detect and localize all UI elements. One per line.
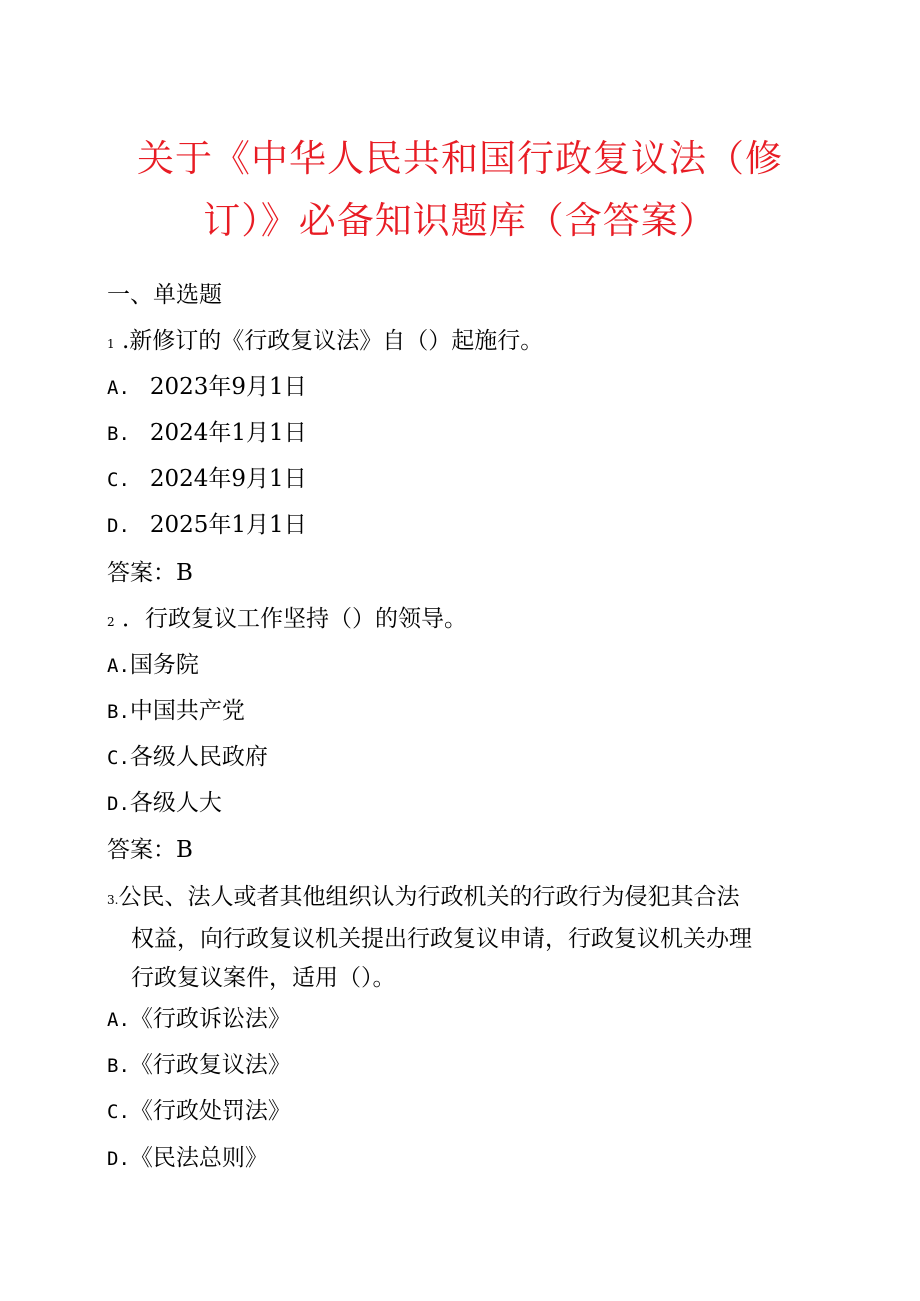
title-line-2: 订）》必备知识题库（含答案） xyxy=(203,199,717,242)
option-letter: D. xyxy=(107,1148,130,1170)
option-b xyxy=(107,418,307,449)
question-line-1 xyxy=(107,884,739,910)
option-text: 《行政复议法》 xyxy=(129,1052,291,1078)
option-a xyxy=(107,650,199,681)
option-letter: A. xyxy=(107,655,130,677)
option-text: 2024年9月1日 xyxy=(149,466,307,492)
option-text: 中国共产党 xyxy=(129,698,245,724)
option-c xyxy=(107,1096,291,1127)
option-letter: D. xyxy=(107,793,130,815)
question-1 xyxy=(107,326,543,359)
option-text: 各级人民政府 xyxy=(129,744,268,770)
option-b xyxy=(107,696,245,727)
option-letter: D. xyxy=(107,515,130,537)
option-letter: C. xyxy=(107,747,130,769)
document-title xyxy=(100,128,820,252)
answer-1: 答案：B xyxy=(107,560,193,586)
option-letter: C. xyxy=(107,1101,130,1123)
option-d xyxy=(107,788,222,819)
option-d xyxy=(107,1143,268,1174)
title-line-1: 关于《中华人民共和国行政复议法（修 xyxy=(137,137,783,180)
option-text: 《民法总则》 xyxy=(129,1145,268,1171)
option-letter: A. xyxy=(107,377,130,399)
question-3 xyxy=(107,878,807,998)
question-text: 公民、法人或者其他组织认为行政机关的行政行为侵犯其合法 xyxy=(118,884,740,910)
question-2 xyxy=(107,604,467,637)
option-d xyxy=(107,510,307,541)
option-letter: B. xyxy=(107,1055,130,1077)
question-number: 1 xyxy=(107,337,115,351)
question-number: 3. xyxy=(107,893,119,907)
question-text: .新修订的《行政复议法》自（）起施行。 xyxy=(121,328,544,354)
option-c xyxy=(107,742,268,773)
option-a xyxy=(107,372,307,403)
option-letter: C. xyxy=(107,469,130,491)
section-heading: 一、单选题 xyxy=(107,282,222,308)
option-letter: B. xyxy=(107,701,130,723)
option-text: 各级人大 xyxy=(129,790,222,816)
option-b xyxy=(107,1050,291,1081)
option-letter: A. xyxy=(107,1009,130,1031)
option-text: 《行政处罚法》 xyxy=(129,1098,291,1124)
option-text: 2023年9月1日 xyxy=(149,374,307,400)
option-text: 2024年1月1日 xyxy=(149,420,307,446)
question-number: 2 xyxy=(107,615,115,629)
option-text: 《行政诉讼法》 xyxy=(129,1006,291,1032)
answer-2: 答案：B xyxy=(107,837,193,863)
question-line-3: 行政复议案件，适用（）。 xyxy=(131,965,396,991)
question-text: ．行政复议工作坚持（）的领导。 xyxy=(121,606,467,632)
option-letter: B. xyxy=(107,423,130,445)
option-a xyxy=(107,1004,291,1035)
question-line-2: 权益，向行政复议机关提出行政复议申请，行政复议机关办理 xyxy=(131,926,752,952)
option-c xyxy=(107,464,307,495)
option-text: 国务院 xyxy=(129,652,199,678)
option-text: 2025年1月1日 xyxy=(149,512,307,538)
